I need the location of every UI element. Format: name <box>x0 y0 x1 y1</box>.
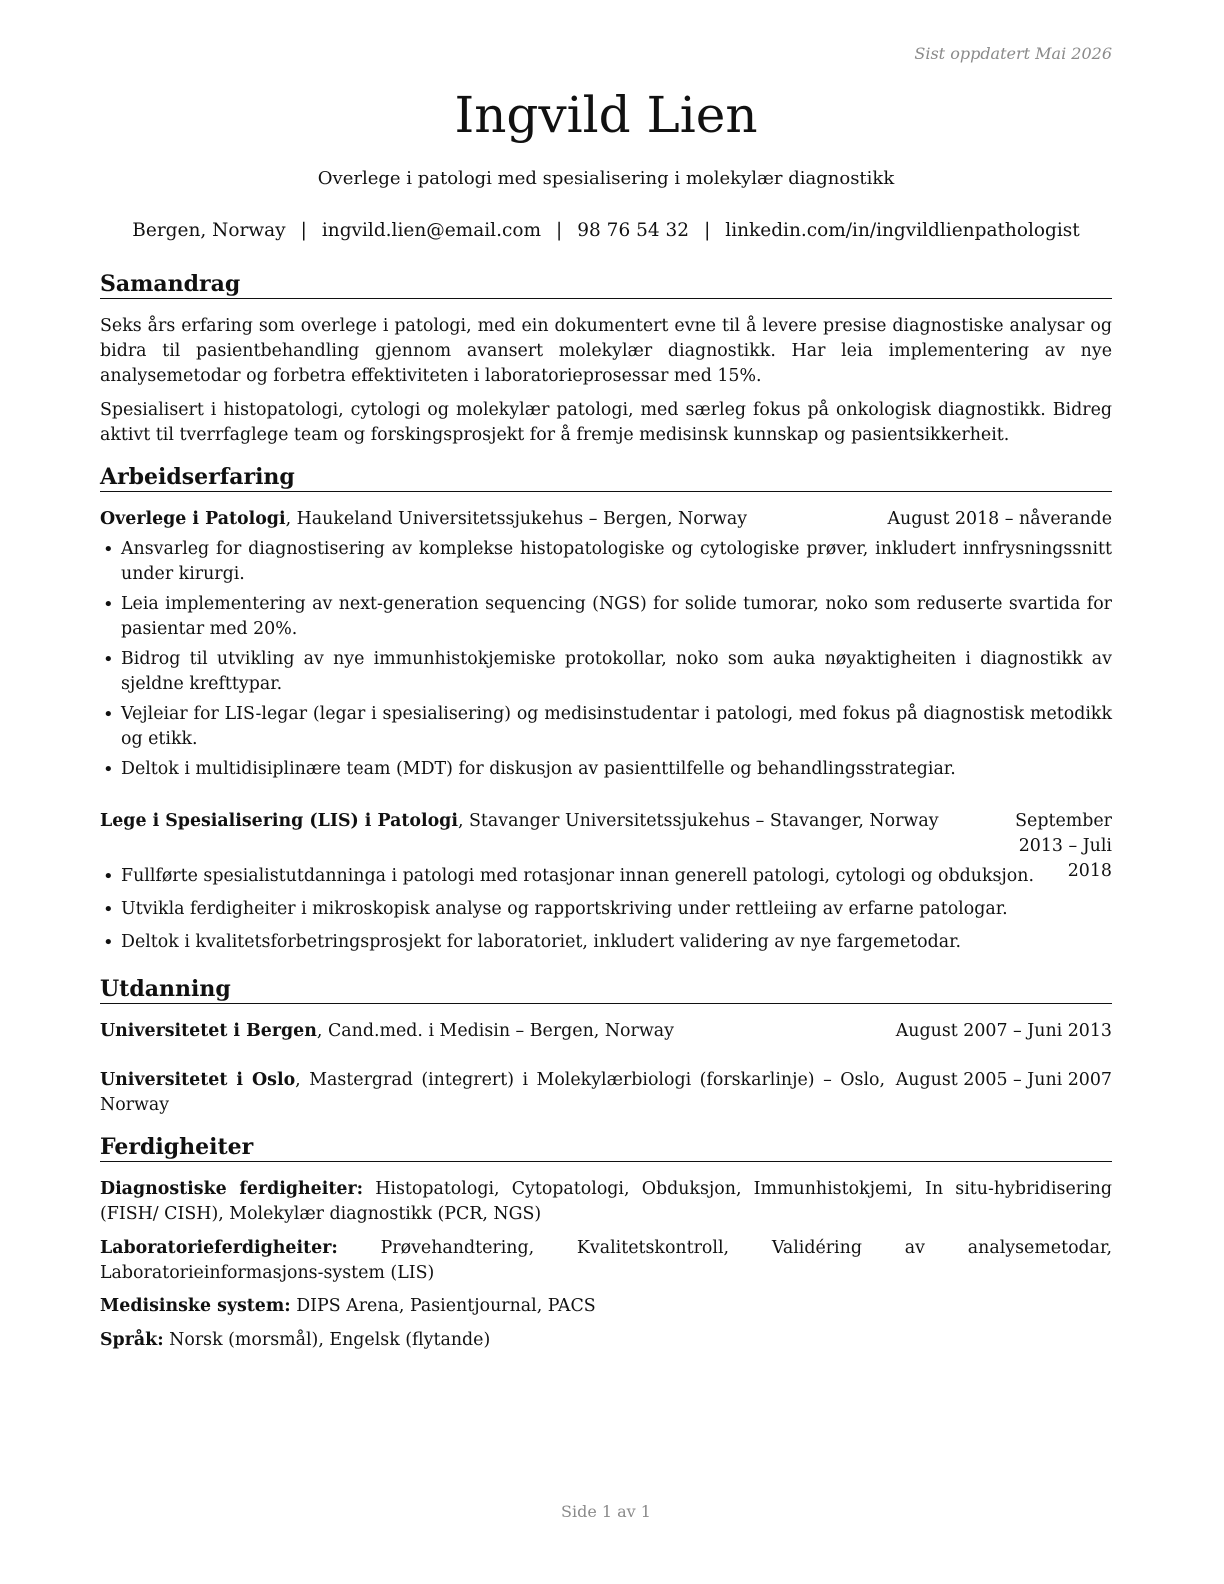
contact-linkedin[interactable]: linkedin.com/in/ingvildlienpathologist <box>725 220 1080 241</box>
job-bullets <box>100 864 1112 955</box>
list-item: • Ansvarleg for diagnostisering av komplekse histopatologiske og cytologiske prøver, inkludert innfrysningssnitt under kirurgi. <box>100 537 1112 587</box>
last-updated: Sist oppdatert Mai 2026 <box>914 44 1112 63</box>
job-place: , Haukeland Universitetssjukehus – Bergen, Norway <box>285 509 748 529</box>
job-dates: September 2013 – Juli 2018 <box>1015 811 1112 881</box>
candidate-name: Ingvild Lien <box>454 86 758 144</box>
list-item: • Leia implementering av next-generation sequencing (NGS) for solide tumorar, noko som reduserte svartida for pasientar med 20%. <box>100 592 1112 642</box>
section-title-education: Utdanning <box>100 976 1112 1004</box>
contact-phone: 98 76 54 32 <box>577 220 690 241</box>
contact-separator: | <box>556 220 563 241</box>
education-school: Universitetet i Bergen <box>100 1021 317 1041</box>
skill-value: Norsk (morsmål), Engelsk (flytande) <box>163 1330 491 1350</box>
list-item: • Utvikla ferdigheiter i mikroskopisk analyse og rapportskriving under rettleiing av erfarne patologar. <box>100 897 1112 922</box>
skill-label: Språk: <box>100 1330 164 1350</box>
list-item: • Deltok i kvalitetsforbetringsprosjekt for laboratoriet, inkludert validering av nye fargemetodar. <box>100 930 1112 955</box>
education-title-line <box>100 1068 885 1118</box>
skill-label: Laboratorieferdigheiter: <box>100 1238 338 1258</box>
skill-row <box>100 1294 1112 1319</box>
job-title-line <box>100 507 747 532</box>
skill-value: Prøvehandtering, Kvalitetskontroll, Validéring av analysemetodar, Laboratorieinformasjons-system (LIS) <box>100 1238 1112 1283</box>
list-item: • Deltok i multidisiplinære team (MDT) for diskusjon av pasienttilfelle og behandlingsstrategiar. <box>100 757 1112 782</box>
job-dates: August 2018 – nåverande <box>887 509 1112 529</box>
skill-value: DIPS Arena, Pasientjournal, PACS <box>290 1296 596 1316</box>
list-item: • Bidrog til utvikling av nye immunhistokjemiske protokollar, noko som auka nøyaktigheiten i diagnostikk av sjeldne krefttypar. <box>100 647 1112 697</box>
summary-paragraph: Seks års erfaring som overlege i patologi, med ein dokumentert evne til å levere presise diagnostiske analysar og bidra til pasientbehandling gjennom avansert molekylær diagnostikk. Har leia implementering av nye analysemetodar og forbetra effektiviteten i laboratorieprosessar med 15%. <box>100 316 1112 386</box>
contact-separator: | <box>300 220 307 241</box>
page-number: Side 1 av 1 <box>561 1502 651 1521</box>
skill-label: Medisinske system: <box>100 1296 291 1316</box>
contact-email[interactable]: ingvild.lien@email.com <box>321 220 542 241</box>
education-entry <box>100 1068 1112 1118</box>
skill-row <box>100 1328 1112 1353</box>
education-dates: August 2007 – Juni 2013 <box>895 1021 1112 1041</box>
section-title-skills: Ferdigheiter <box>100 1134 1112 1162</box>
contact-location: Bergen, Norway <box>132 220 286 241</box>
list-item: • Fullførte spesialistutdanninga i patologi med rotasjonar innan generell patologi, cytologi og obduksjon. <box>100 864 1112 889</box>
skill-row <box>100 1177 1112 1227</box>
education-school: Universitetet i Oslo <box>100 1070 296 1090</box>
education-detail: , Mastergrad (integrert) i Molekylærbiologi (forskarlinje) – Oslo, Norway <box>100 1070 886 1115</box>
candidate-tagline: Overlege i patologi med spesialisering i molekylær diagnostikk <box>317 168 895 189</box>
skill-value: Histopatologi, Cytopatologi, Obduksjon, Immunhistokjemi, In situ-hybridisering (FISH/ CISH), Molekylær diagnostikk (PCR, NGS) <box>100 1179 1112 1224</box>
job-place: , Stavanger Universitetssjukehus – Stavanger, Norway <box>457 811 939 831</box>
list-item: • Vejleiar for LIS-legar (legar i spesialisering) og medisinstudentar i patologi, med fokus på diagnostisk metodikk og etikk. <box>100 702 1112 752</box>
section-title-summary: Samandrag <box>100 271 1112 299</box>
contact-separator: | <box>704 220 711 241</box>
education-detail: , Cand.med. i Medisin – Bergen, Norway <box>316 1021 674 1041</box>
skill-row <box>100 1236 1112 1286</box>
job-header <box>100 507 1112 532</box>
job-role: Lege i Spesialisering (LIS) i Patologi <box>100 811 458 831</box>
resume-page <box>100 0 1112 1584</box>
summary-paragraph: Spesialisert i histopatologi, cytologi og molekylær patologi, med særleg fokus på onkologisk diagnostikk. Bidreg aktivt til tverrfaglege team og forskingsprosjekt for å fremje medisinsk kunnskap og pasientsikkerheit. <box>100 400 1112 445</box>
contact-line <box>100 220 1112 241</box>
education-entry <box>100 1019 1112 1044</box>
skill-label: Diagnostiske ferdigheiter: <box>100 1179 364 1199</box>
education-title-line <box>100 1019 674 1044</box>
education-dates: August 2005 – Juni 2007 <box>895 1070 1112 1090</box>
job-bullets <box>100 537 1112 782</box>
job-role: Overlege i Patologi <box>100 509 286 529</box>
section-title-experience: Arbeidserfaring <box>100 464 1112 492</box>
